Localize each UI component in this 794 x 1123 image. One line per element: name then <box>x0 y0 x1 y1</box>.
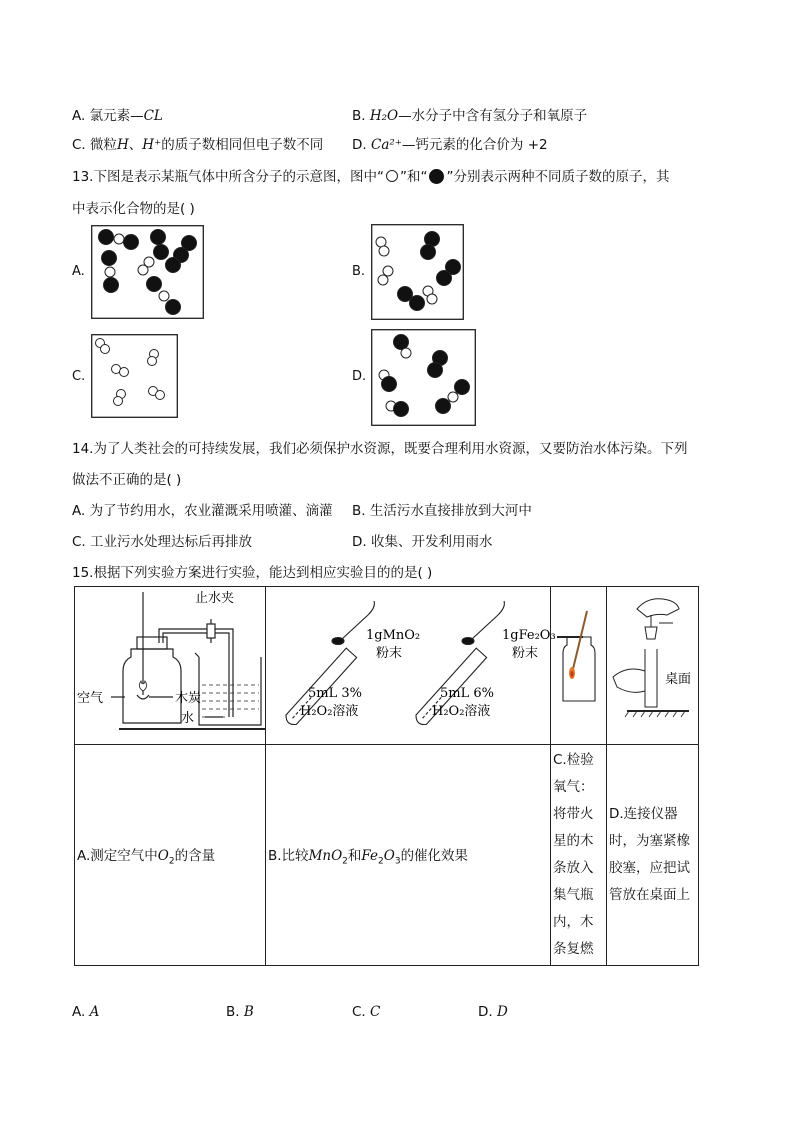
q15-cell-a-subscript: 2 <box>168 856 175 867</box>
q13-diagram-c <box>91 334 178 418</box>
q14-option-a: A. 为了节约用水，农业灌溉采用喷灌、滴灌 <box>72 503 333 519</box>
q15-answer-d-value: D <box>496 1004 508 1020</box>
q15-cell-b-mno: MnO <box>308 847 343 864</box>
q15-text-row <box>75 745 699 966</box>
q12-option-a-symbol: CL <box>143 108 163 124</box>
q15-answer-b-label: B. <box>226 1004 244 1020</box>
q13-stem-part2: ”和“ <box>399 169 428 185</box>
q15-cell-b-sub1: 2 <box>342 856 348 867</box>
black-atom-icon <box>429 169 444 184</box>
q12-option-c-h: H <box>117 137 129 153</box>
q12-option-b-text: —水分子中含有氢分子和氧原子 <box>398 108 588 124</box>
q15-cell-c <box>551 745 607 966</box>
q15-cell-b-post: 的催化效果 <box>400 847 469 864</box>
q15-experiment-table <box>74 586 699 966</box>
q12-option-c-prefix: C. 微粒 <box>72 137 118 153</box>
catalyst-comparison-figure <box>266 587 556 744</box>
q15-answer-c-label: C. <box>352 1004 371 1020</box>
q15-cell-d <box>607 745 699 966</box>
white-atom-icon <box>386 170 398 182</box>
oxygen-test-figure <box>551 587 603 744</box>
q15-figure-row <box>75 587 699 745</box>
q15-answer-a-label: A. <box>72 1004 90 1020</box>
q13-diagram-d <box>371 329 476 426</box>
label-powder-1: 粉末 <box>376 646 403 661</box>
q12-option-a <box>72 104 163 124</box>
q12-option-c-hplus: H⁺ <box>142 137 162 153</box>
q15-cell-d-text: D.连接仪器时，为塞紧橡胶塞，应把试管放在桌面上 <box>609 806 690 903</box>
label-powder-mno2: 1gMnO₂ <box>366 628 421 643</box>
q14-option-b: B. 生活污水直接排放到大河中 <box>352 503 532 519</box>
label-powder-fe2o3: 1gFe₂O₃ <box>502 628 556 643</box>
q13-diagram-a <box>91 225 204 319</box>
q14-option-d: D. 收集、开发利用雨水 <box>352 534 493 550</box>
q13-label-b: B. <box>352 264 366 279</box>
q14-stem-line1: 14.为了人类社会的可持续发展，我们必须保护水资源，既要合理利用水资源，又要防治水体污染。下列 <box>72 441 688 457</box>
q15-cell-a-post: 的含量 <box>174 847 216 864</box>
q13-stem-line1 <box>72 165 669 185</box>
q13-label-c: C. <box>72 369 86 384</box>
q15-cell-b-pre: B.比较 <box>268 847 309 864</box>
q12-option-b <box>352 104 587 124</box>
q15-cell-b-o: O <box>383 847 395 864</box>
label-charcoal: 木炭 <box>175 691 202 706</box>
q15-figure-b-cell <box>266 587 556 745</box>
label-solution1-volume: 5mL 3% <box>308 686 362 701</box>
q15-answer-b-value: B <box>243 1004 254 1020</box>
stopper-test-tube-figure <box>607 587 695 744</box>
label-solution1-name: H₂O₂溶液 <box>300 704 359 719</box>
q12-option-d-symbol: Ca²⁺ <box>370 137 402 153</box>
label-powder-2: 粉末 <box>512 646 539 661</box>
q12-option-d <box>352 133 548 153</box>
label-air: 空气 <box>77 691 104 706</box>
q15-answer-d-label: D. <box>478 1004 497 1020</box>
q12-option-d-text: —钙元素的化合价为 +2 <box>401 137 548 153</box>
q15-cell-a-pre: A.测定空气中 <box>77 847 158 864</box>
q15-stem: 15.根据下列实验方案进行实验，能达到相应实验目的的是( ) <box>72 565 433 581</box>
q15-figure-d-cell <box>607 587 699 745</box>
q15-answer-d <box>478 1004 508 1020</box>
q12-option-c-text: 的质子数相同但电子数不同 <box>161 137 324 153</box>
q15-cell-b-sub3: 3 <box>394 856 401 867</box>
label-desk: 桌面 <box>665 672 692 687</box>
q15-cell-c-text: C.检验氧气：将带火星的木条放入集气瓶内，木条复燃 <box>553 752 594 957</box>
q14-option-c: C. 工业污水处理达标后再排放 <box>72 534 253 550</box>
q12-option-b-prefix: B. <box>352 108 370 124</box>
q15-figure-c-cell <box>551 587 607 745</box>
q13-stem-part1: 13.下图是表示某瓶气体中所含分子的示意图，图中“ <box>72 169 384 185</box>
q15-cell-b-mid: 和 <box>347 847 362 864</box>
q15-answer-b <box>226 1004 254 1020</box>
q12-option-d-prefix: D. <box>352 137 371 153</box>
q15-cell-a <box>75 745 266 966</box>
label-water: 水 <box>181 711 195 726</box>
q13-label-d: D. <box>352 369 367 384</box>
q15-answer-c-value: C <box>370 1004 381 1020</box>
q15-figure-a-cell <box>75 587 266 745</box>
q15-cell-b-fe: Fe <box>361 847 379 864</box>
q12-option-b-symbol: H₂O <box>369 108 399 124</box>
q13-stem-line2: 中表示化合物的是( ) <box>72 201 195 217</box>
q12-option-a-text: A. 氯元素— <box>72 108 144 124</box>
label-solution2-volume: 5mL 6% <box>440 686 494 701</box>
q15-answer-a-value: A <box>89 1004 100 1020</box>
air-oxygen-apparatus-figure <box>75 587 265 744</box>
label-water-clip: 止水夹 <box>195 591 235 606</box>
q15-answer-a <box>72 1004 99 1020</box>
q15-cell-b-sub2: 2 <box>378 856 384 867</box>
q14-stem-line2: 做法不正确的是( ) <box>72 472 182 488</box>
q15-cell-b <box>266 745 551 966</box>
q13-stem-part3: ”分别表示两种不同质子数的原子，其 <box>446 169 670 185</box>
q12-option-c <box>72 133 323 153</box>
q15-cell-a-symbol: O <box>157 847 169 864</box>
q12-option-c-sep: 、 <box>128 137 143 153</box>
q15-answer-c <box>352 1004 380 1020</box>
label-solution2-name: H₂O₂溶液 <box>432 704 491 719</box>
q13-label-a: A. <box>72 264 85 279</box>
q13-diagram-b <box>371 224 464 320</box>
